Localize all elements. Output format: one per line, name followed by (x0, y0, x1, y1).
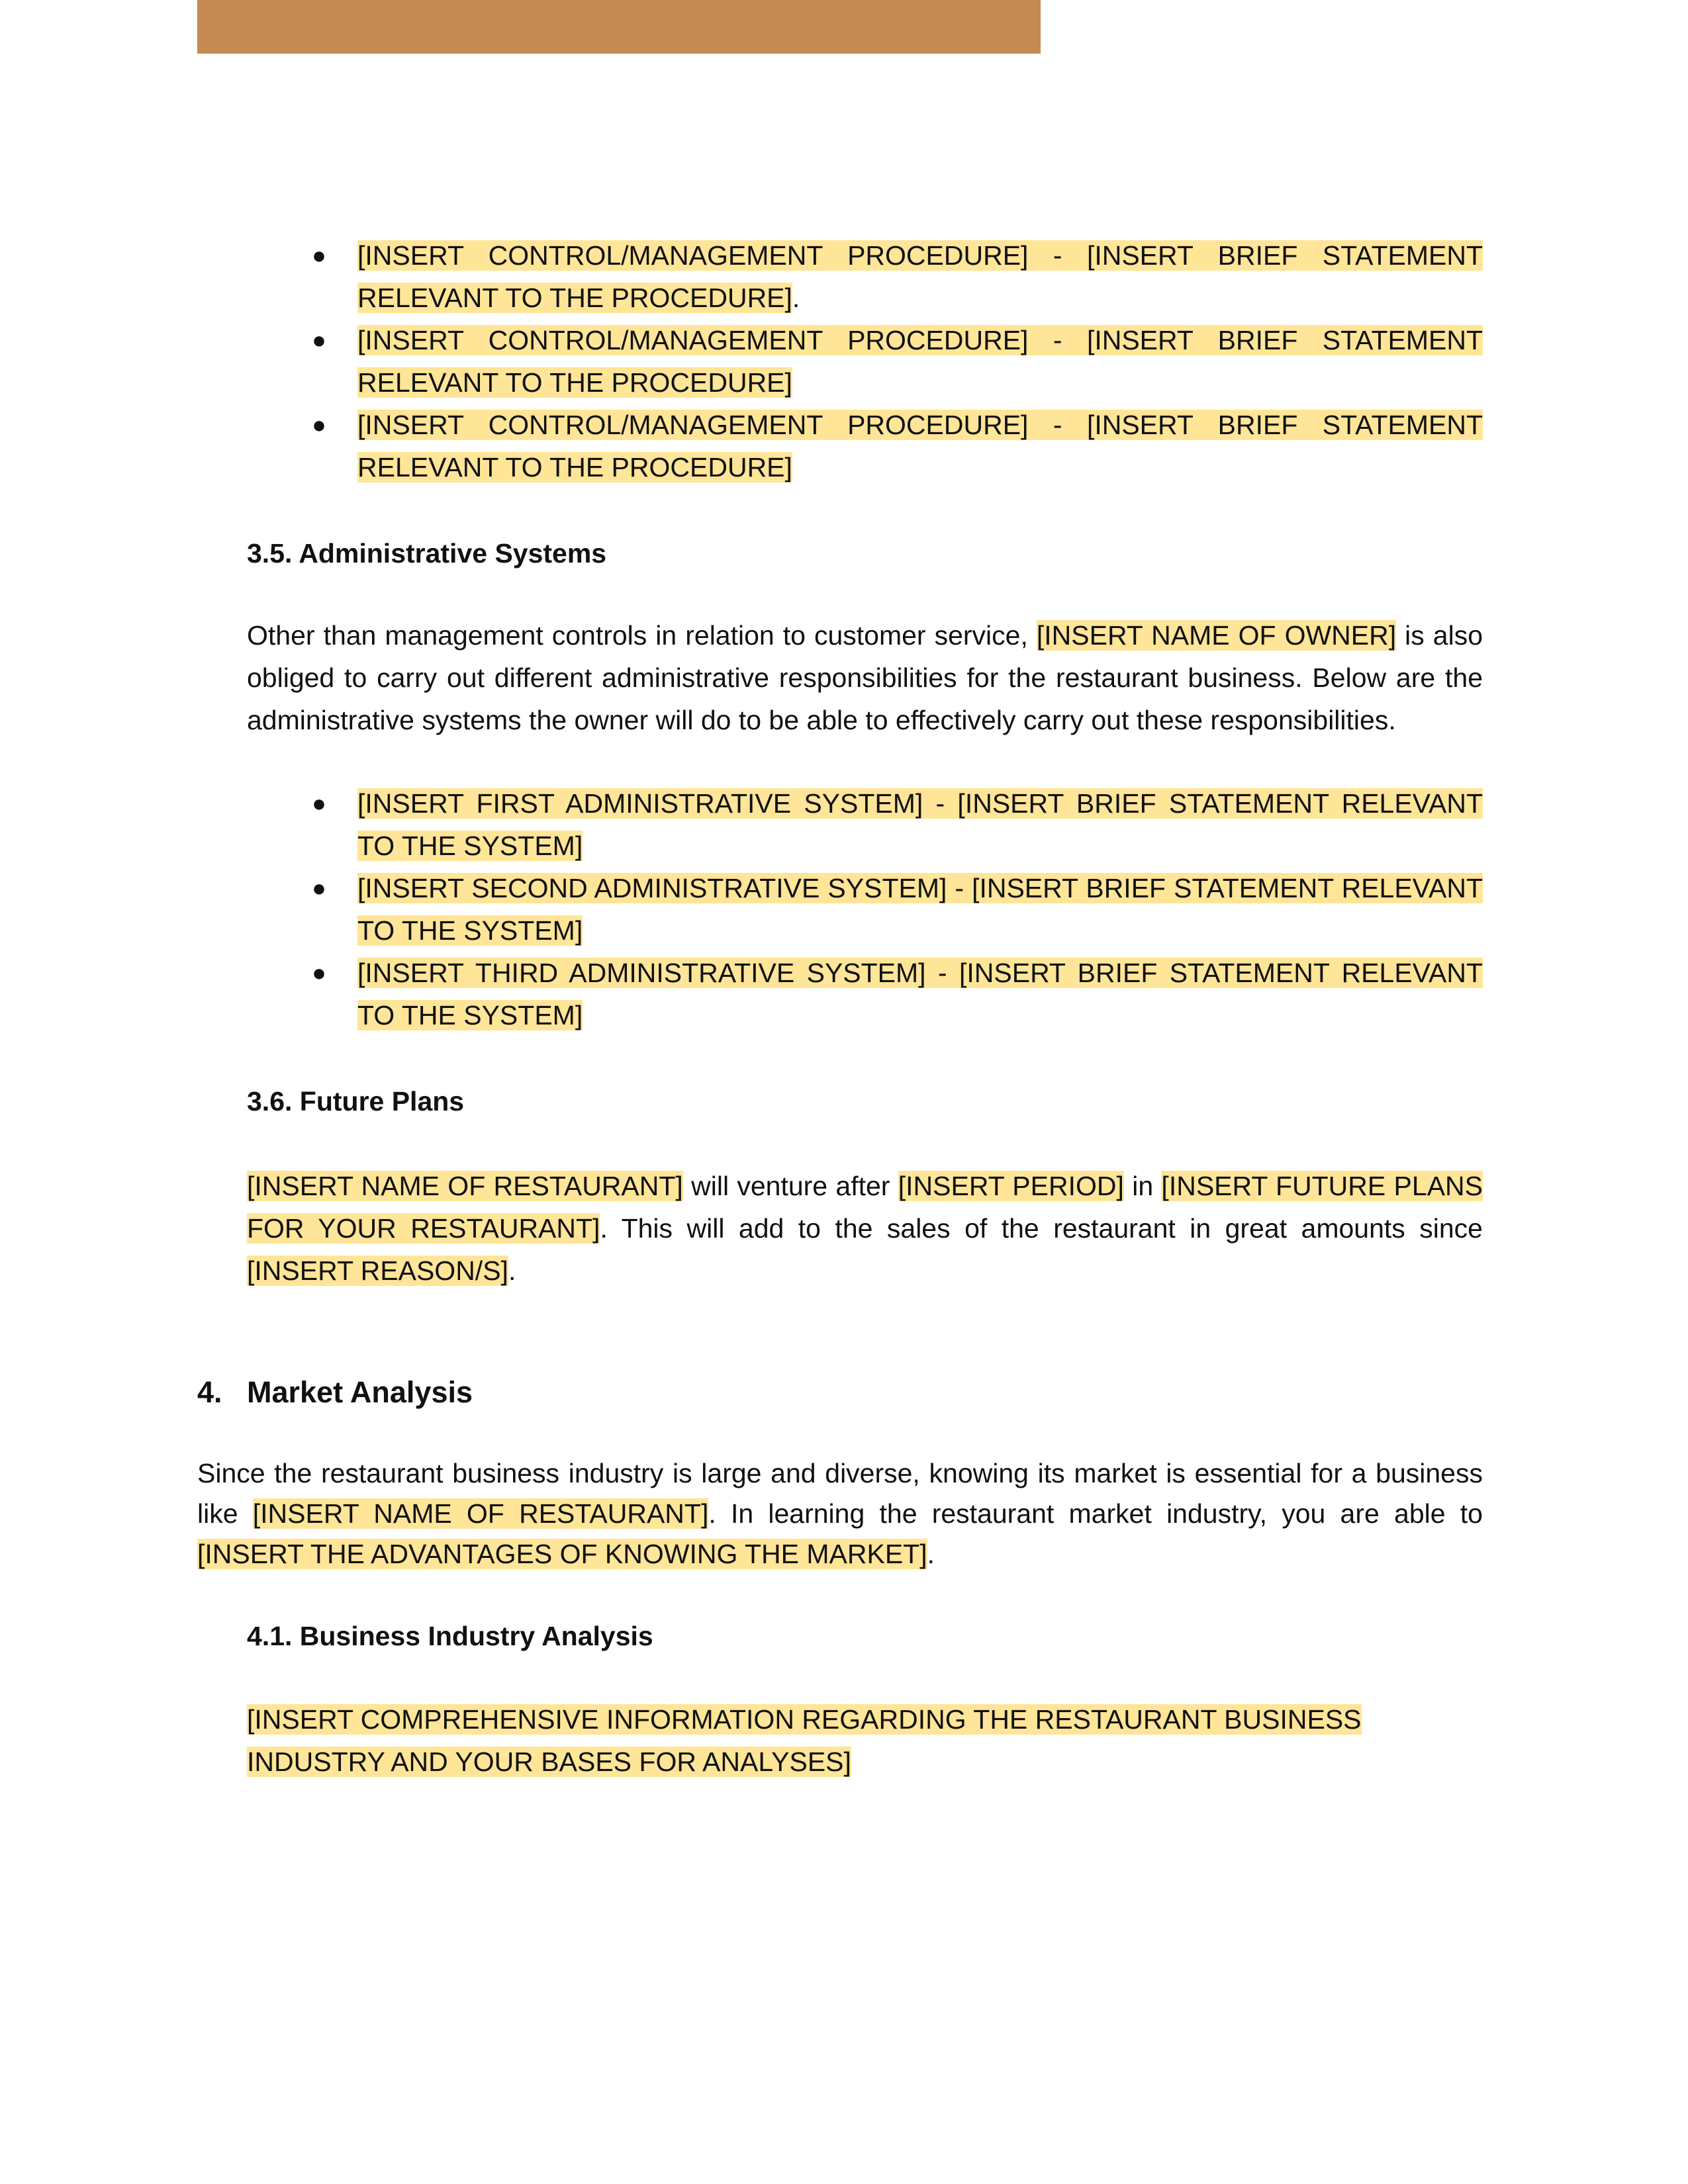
control-procedure-list (312, 234, 1483, 488)
market-analysis-paragraph (197, 1453, 1483, 1574)
list-item-suffix: . (792, 283, 800, 313)
industry-analysis-paragraph (247, 1698, 1465, 1783)
placeholder-text: [INSERT FIRST ADMINISTRATIVE SYSTEM] - [INSERT BRIEF STATEMENT RELEVANT TO THE SYSTEM] (357, 788, 1483, 861)
bullet-icon: ● (312, 874, 326, 901)
section-heading-3-6: 3.6. Future Plans (247, 1086, 465, 1116)
paragraph-text: . (927, 1539, 935, 1569)
paragraph-text: . This will add to the sales of the restaurant in great amounts since (600, 1213, 1483, 1244)
placeholder-text: [INSERT CONTROL/MANAGEMENT PROCEDURE] - [INSERT BRIEF STATEMENT RELEVANT TO THE PROCEDURE] (357, 410, 1483, 482)
paragraph-text: is also obliged to carry out different administrative responsibilities for the restaurant business. Below are the administrative systems the owner will do to be able to effectively carry out these responsibilities. (247, 620, 1483, 735)
bullet-icon: ● (312, 959, 326, 986)
placeholder-text: [INSERT CONTROL/MANAGEMENT PROCEDURE] - [INSERT BRIEF STATEMENT RELEVANT TO THE PROCEDURE] (357, 240, 1483, 313)
reasons-placeholder: [INSERT REASON/S] (247, 1255, 508, 1286)
section-title: Market Analysis (247, 1375, 473, 1409)
paragraph-text: . In learning the restaurant market industry, you are able to (708, 1498, 1483, 1529)
paragraph-text: . (508, 1255, 516, 1286)
paragraph-text: will venture after (682, 1171, 898, 1201)
section-number: 4. (197, 1375, 222, 1409)
bullet-icon: ● (312, 411, 326, 438)
future-plans-placeholder: [INSERT FUTURE PLANS FOR YOUR RESTAURANT] (247, 1171, 1483, 1244)
industry-info-placeholder: [INSERT COMPREHENSIVE INFORMATION REGARDING THE RESTAURANT BUSINESS INDUSTRY AND YOUR BASES FOR ANALYSES] (247, 1704, 1362, 1777)
paragraph-text: Since the restaurant business industry is large and diverse, knowing its market is essential for a business like (197, 1458, 1483, 1529)
bullet-icon: ● (312, 790, 326, 817)
list-item (312, 867, 1483, 952)
future-plans-paragraph (247, 1165, 1483, 1292)
list-item (312, 234, 1483, 319)
advantages-placeholder: [INSERT THE ADVANTAGES OF KNOWING THE MARKET] (197, 1539, 927, 1569)
placeholder-text: [INSERT SECOND ADMINISTRATIVE SYSTEM] - [INSERT BRIEF STATEMENT RELEVANT TO THE SYSTEM] (357, 873, 1483, 946)
administrative-systems-list (312, 782, 1483, 1036)
placeholder-text: [INSERT CONTROL/MANAGEMENT PROCEDURE] - [INSERT BRIEF STATEMENT RELEVANT TO THE PROCEDURE] (357, 325, 1483, 398)
section-heading-3-5: 3.5. Administrative Systems (247, 538, 607, 569)
bullet-icon: ● (312, 242, 326, 269)
section-heading-4-1: 4.1. Business Industry Analysis (247, 1621, 653, 1651)
paragraph-text: in (1123, 1171, 1162, 1201)
placeholder-text: [INSERT THIRD ADMINISTRATIVE SYSTEM] - [INSERT BRIEF STATEMENT RELEVANT TO THE SYSTEM] (357, 958, 1483, 1030)
list-item (312, 952, 1483, 1036)
section-heading-4 (197, 1371, 473, 1414)
paragraph-text: Other than management controls in relation to customer service, (247, 620, 1037, 651)
restaurant-name-placeholder: [INSERT NAME OF RESTAURANT] (247, 1171, 683, 1201)
period-placeholder: [INSERT PERIOD] (898, 1171, 1124, 1201)
list-item (312, 782, 1483, 867)
bullet-icon: ● (312, 326, 326, 353)
restaurant-name-placeholder: [INSERT NAME OF RESTAURANT] (252, 1498, 709, 1529)
list-item (312, 404, 1483, 488)
administrative-systems-paragraph (247, 614, 1483, 741)
list-item (312, 319, 1483, 404)
owner-placeholder: [INSERT NAME OF OWNER] (1036, 620, 1397, 651)
